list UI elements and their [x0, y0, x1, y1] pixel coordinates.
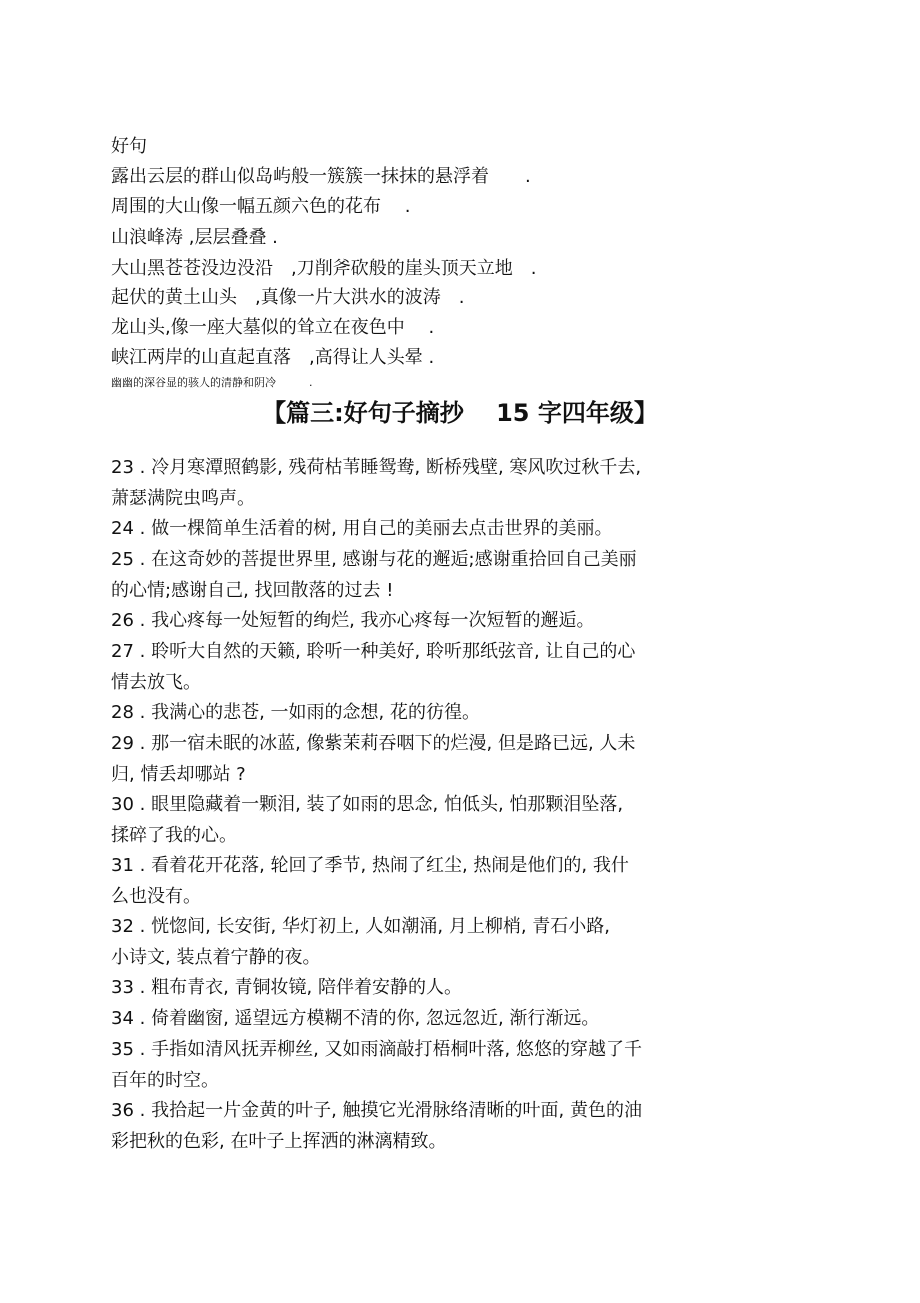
list-item-line: 的心情;感谢自己, 找回散落的过去 !	[111, 580, 394, 601]
list-item	[111, 789, 736, 851]
list-item-line: 揉碎了我的心。	[111, 825, 237, 846]
list-item-line: 23 . 冷月寒潭照鹤影, 残荷枯苇睡鸳鸯, 断桥残壁, 寒风吹过秋千去,	[111, 457, 642, 478]
list-item	[111, 850, 736, 912]
list-item-line: 27 . 聆听大自然的天籁, 聆听一种美好, 聆听那纸弦音, 让自己的心	[111, 641, 636, 662]
list-item-line: 么也没有。	[111, 886, 201, 907]
list-item	[111, 452, 736, 514]
list-item	[111, 972, 736, 1003]
list-item-line: 31 . 看着花开花落, 轮回了季节, 热闹了红尘, 热闹是他们的, 我什	[111, 855, 629, 876]
list-item	[111, 1034, 736, 1096]
list-item	[111, 1003, 736, 1034]
list-item	[111, 728, 736, 790]
sentence-line: 露出云层的群山似岛屿般一簇簇一抹抹的悬浮着 .	[111, 166, 531, 187]
sentence-line: 峡江两岸的山直起直落 ,高得让人头晕 .	[111, 347, 435, 368]
sentence-line: 大山黑苍苍没边没沿 ,刀削斧砍般的崖头顶天立地 .	[111, 258, 537, 279]
list-item-line: 32 . 恍惚间, 长安街, 华灯初上, 人如潮涌, 月上柳梢, 青石小路,	[111, 916, 611, 937]
list-item	[111, 697, 736, 728]
list-item-line: 归, 情丢却哪站 ?	[111, 764, 246, 785]
list-item-line: 小诗文, 装点着宁静的夜。	[111, 947, 321, 968]
list-item-line: 24 . 做一棵简单生活着的树, 用自己的美丽去点击世界的美丽。	[111, 518, 613, 539]
list-item-line: 25 . 在这奇妙的菩提世界里, 感谢与花的邂逅;感谢重拾回自己美丽	[111, 549, 637, 570]
sentence-line: 起伏的黄土山头 ,真像一片大洪水的波涛 .	[111, 287, 465, 308]
section-heading: 【篇三:好句子摘抄 15 字四年级】	[262, 399, 658, 427]
list-item-line: 33 . 粗布青衣, 青铜妆镜, 陪伴着安静的人。	[111, 977, 462, 998]
list-item-line: 彩把秋的色彩, 在叶子上挥洒的淋漓精致。	[111, 1131, 447, 1152]
list-item-line: 30 . 眼里隐藏着一颗泪, 装了如雨的思念, 怕低头, 怕那颗泪坠落,	[111, 794, 624, 815]
list-item	[111, 1095, 736, 1157]
list-item	[111, 544, 736, 606]
list-item	[111, 605, 736, 636]
list-item-line: 28 . 我满心的悲苍, 一如雨的念想, 花的彷徨。	[111, 702, 480, 723]
small-sentence-line: 幽幽的深谷显的骇人的清静和阴冷 .	[111, 376, 313, 389]
sentence-line: 周围的大山像一幅五颜六色的花布 .	[111, 196, 411, 217]
list-item-line: 情去放飞。	[111, 672, 201, 693]
sentence-line: 山浪峰涛 ,层层叠叠 .	[111, 227, 278, 248]
list-item-line: 35 . 手指如清风抚弄柳丝, 又如雨滴敲打梧桐叶落, 悠悠的穿越了千	[111, 1039, 642, 1060]
list-item	[111, 911, 736, 973]
list-item-line: 萧瑟满院虫鸣声。	[111, 488, 255, 509]
sentence-line: 龙山头,像一座大墓似的耸立在夜色中 .	[111, 317, 435, 338]
list-item-line: 36 . 我拾起一片金黄的叶子, 触摸它光滑脉络清晰的叶面, 黄色的油	[111, 1100, 642, 1121]
list-item-line: 百年的时空。	[111, 1070, 219, 1091]
list-item	[111, 513, 736, 544]
list-item-line: 34 . 倚着幽窗, 遥望远方模糊不清的你, 忽远忽近, 渐行渐远。	[111, 1008, 600, 1029]
section-label: 好句	[111, 136, 147, 157]
list-item-line: 26 . 我心疼每一处短暂的绚烂, 我亦心疼每一次短暂的邂逅。	[111, 610, 595, 631]
list-item-line: 29 . 那一宿未眠的冰蓝, 像紫茉莉吞咽下的烂漫, 但是路已远, 人未	[111, 733, 636, 754]
list-item	[111, 636, 736, 698]
